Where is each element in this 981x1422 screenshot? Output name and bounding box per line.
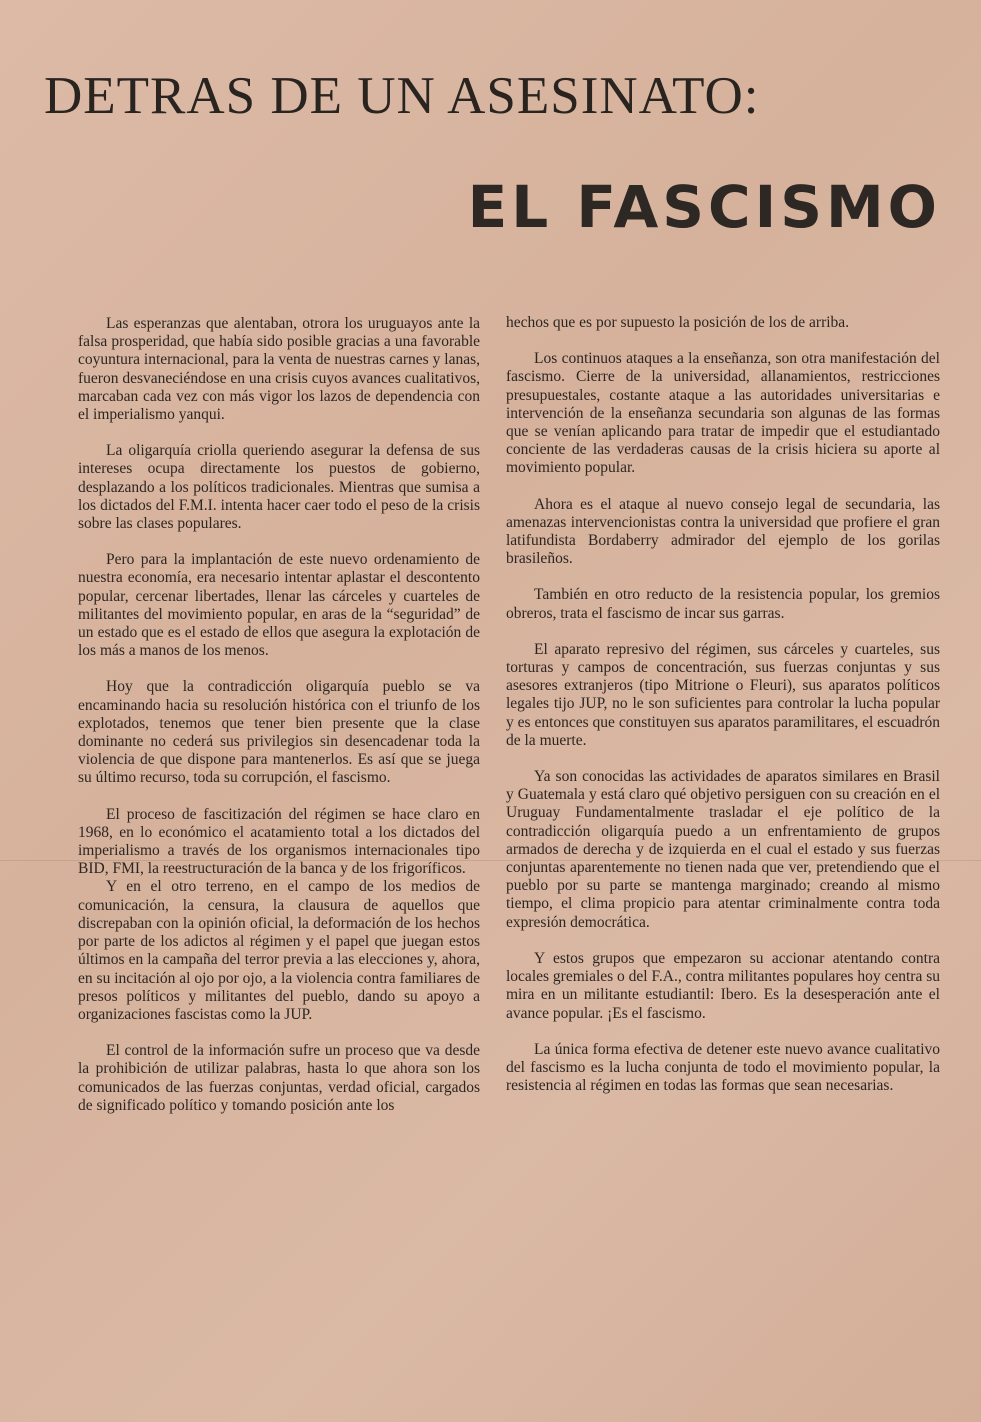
paragraph: Las esperanzas que alentaban, otrora los uruguayos ante la falsa prosperidad, que había sido posible gracias a una favorable coyuntura internacional, para la venta de nuestras carnes y lanas, fueron desvaneciéndose en una crisis cuyos avances cualitativos, marcaban cada vez con más vigor los lazos de dependencia con el imperialismo yanqui. xyxy=(78,315,480,424)
paragraph: La oligarquía criolla queriendo asegurar la defensa de sus intereses ocupa directamente los puestos de gobierno, desplazando a los políticos tradicionales. Mientras que sumisa a los dictados del F.M.I. intenta hacer caer todo el peso de la crisis sobre las clases populares. xyxy=(78,442,480,533)
paragraph: Ya son conocidas las actividades de aparatos similares en Brasil y Guatemala y está claro qué objetivo persiguen con su creación en el Uruguay Fundamentalmente trasladar el eje político de la contradicción oligarquía puedo a un enfrentamiento de grupos armados de derecha y de izquierda en el cual el estado y sus fuerzas conjuntas aparentemente no tienen nada que ver, pretendiendo que el pueblo por su parte se mantenga marginado; creando al mismo tiempo, el clima propicio para atentar criminalmente contra toda expresión democrática. xyxy=(506,768,940,931)
right-column xyxy=(506,314,940,1113)
paragraph: El control de la información sufre un proceso que va desde la prohibición de utilizar palabras, hasta lo que ahora son los comunicados de las fuerzas conjuntas, verdad oficial, cargados de significado político y tomando posición ante los xyxy=(78,1042,480,1114)
paragraph: La única forma efectiva de detener este nuevo avance cualitativo del fascismo es la lucha conjunta de todo el movimiento popular, la resistencia al régimen en todas las formas que sean necesarias. xyxy=(506,1040,940,1095)
paragraph: Pero para la implantación de este nuevo ordenamiento de nuestra economía, era necesario intentar aplastar el descontento popular, cercenar libertades, llenar las cárceles y cuarteles de militantes del movimiento popular, en aras de la “seguridad” de un estado que es el estado de ellos que asegura la explotación de los más a manos de los menos. xyxy=(78,551,480,660)
left-column xyxy=(78,315,480,1133)
paragraph: Y estos grupos que empezaron su accionar atentando contra locales gremiales o del F.A., contra militantes populares hoy centra su mira en un militante estudiantil: Ibero. Es la desesperación ante el avance popular. ¡Es el fascismo. xyxy=(506,949,940,1022)
paragraph: El proceso de fascitización del régimen se hace claro en 1968, en lo económico el acatamiento total a los dictados del imperialismo a través de los organismos internacionales tipo BID, FMI, la reestructuración de la banca y de los frigoríficos. xyxy=(78,805,480,878)
page-title: DETRAS DE UN ASESINATO: xyxy=(44,67,760,125)
headline: EL FASCISMO xyxy=(467,173,941,241)
paragraph: hechos que es por supuesto la posición de los de arriba. xyxy=(506,314,850,331)
paragraph: Hoy que la contradicción oligarquía pueblo se va encaminando hacia su resolución histórica con el triunfo de los explotados, tenemos que tener bien presente que la clase dominante no cederá sus privilegios sin desencadenar toda la violencia de que dispone para mantenerlos. Es así que se juega su último recurso, toda su corrupción, el fascismo. xyxy=(78,678,480,787)
paragraph: Ahora es el ataque al nuevo consejo legal de secundaria, las amenazas intervencionistas contra la universidad que profiere el gran latifundista Bordaberry admirador del ejemplo de los gorilas brasileños. xyxy=(506,495,940,568)
paragraph: El aparato represivo del régimen, sus cárceles y cuarteles, sus torturas y campos de concentración, sus fuerzas conjuntas y sus asesores extranjeros (tipo Mitrione o Fleuri), sus aparatos políticos legales tijo JUP, no le son suficientes para controlar la lucha popular y es entonces que constituyen sus aparatos paramilitares, el escuadrón de la muerte. xyxy=(506,640,940,749)
paragraph: También en otro reducto de la resistencia popular, los gremios obreros, trata el fascismo de incar sus garras. xyxy=(506,586,940,622)
paragraph: Los continuos ataques a la enseñanza, son otra manifestación del fascismo. Cierre de la universidad, allanamientos, restricciones presupuestales, costante ataque a las autoridades universitarias e intervención de la enseñanza secundaria son algunas de las formas que se venían aplicando para tratar de impedir que el estudiantado conciente de las verdaderas causas de la crisis hiciera su aporte al movimiento popular. xyxy=(506,350,940,477)
paragraph: Y en el otro terreno, en el campo de los medios de comunicación, la censura, la clausura de aquellos que discrepaban con la opinión oficial, la deformación de los hechos por parte de los adictos al régimen y el papel que juegan estos últimos en la campaña del terror previa a las elecciones y, ahora, en su incitación al ojo por ojo, a la violencia contra familiares de presos políticos y militantes del pueblo, dando su apoyo a organizaciones fascistas como la JUP. xyxy=(78,878,480,1023)
